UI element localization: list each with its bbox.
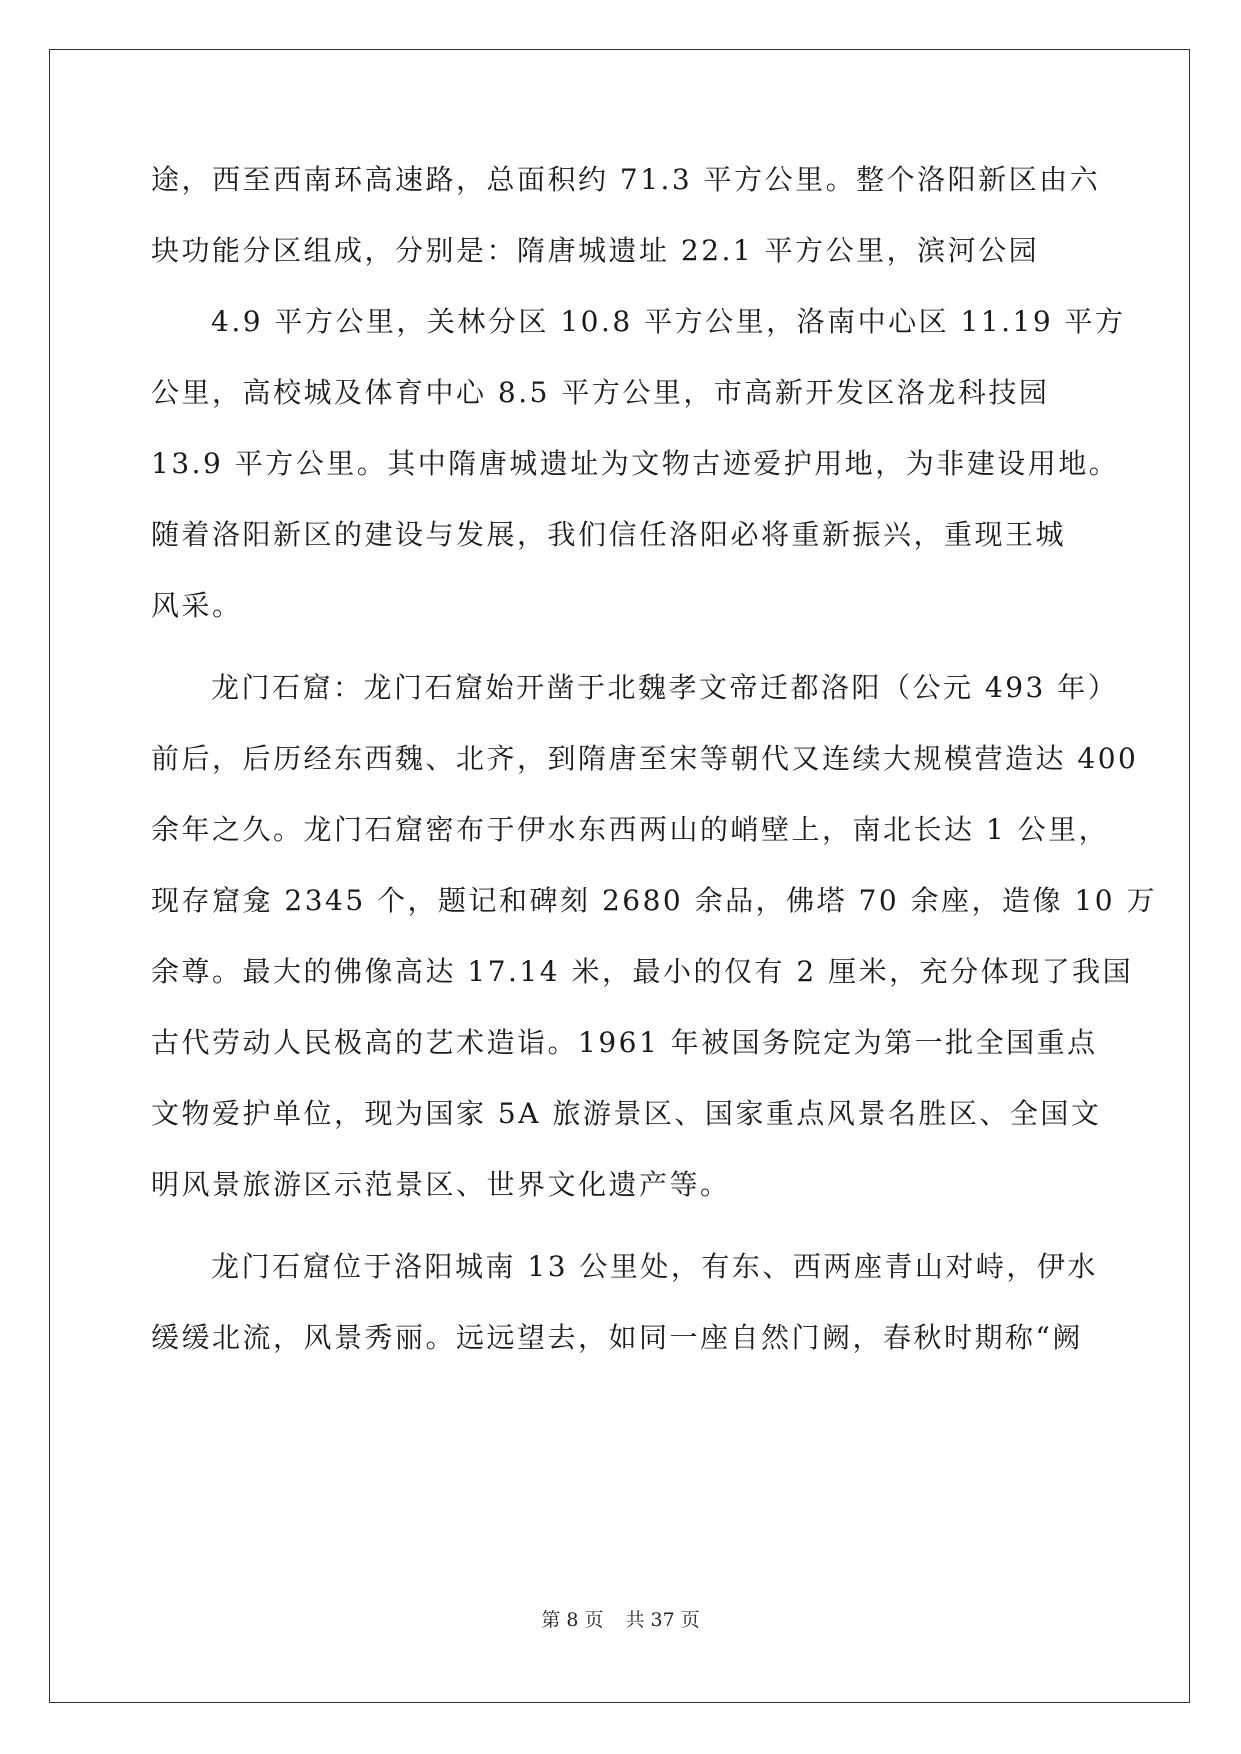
text-line: 文物爱护单位，现为国家 5A 旅游景区、国家重点风景名胜区、全国文: [151, 1097, 1102, 1130]
text-line: 块功能分区组成，分别是：隋唐城遗址 22.1 平方公里，滨河公园: [151, 234, 1040, 267]
total-page-count: 共 37 页: [625, 1609, 700, 1631]
current-page-number: 第 8 页: [541, 1609, 604, 1631]
text-line: 随着洛阳新区的建设与发展，我们信任洛阳必将重新振兴，重现王城: [151, 518, 1067, 551]
text-line: 风采。: [151, 589, 243, 622]
text-line: 明风景旅游区示范景区、世界文化遗产等。: [151, 1168, 731, 1201]
page-footer: [0, 1608, 1241, 1632]
text-line: 古代劳动人民极高的艺术造诣。1961 年被国务院定为第一批全国重点: [151, 1026, 1098, 1059]
text-line: 缓缓北流，风景秀丽。远远望去，如同一座自然门阙，春秋时期称“阙: [151, 1321, 1083, 1354]
text-line: 4.9 平方公里，关林分区 10.8 平方公里，洛南中心区 11.19 平方: [211, 305, 1126, 338]
text-line: 前后，后历经东西魏、北齐，到隋唐至宋等朝代又连续大规模营造达 400: [151, 742, 1139, 775]
text-line: 余尊。最大的佛像高达 17.14 米，最小的仅有 2 厘米，充分体现了我国: [151, 955, 1134, 988]
text-line: 龙门石窟：龙门石窟始开凿于北魏孝文帝迁都洛阳（公元 493 年）: [211, 671, 1119, 704]
text-line: 途，西至西南环高速路，总面积约 71.3 平方公里。整个洛阳新区由六: [151, 163, 1101, 196]
text-line: 龙门石窟位于洛阳城南 13 公里处，有东、西两座青山对峙，伊水: [211, 1250, 1098, 1283]
text-line: 公里，高校城及体育中心 8.5 平方公里，市高新开发区洛龙科技园: [151, 376, 1050, 409]
text-line: 现存窟龛 2345 个，题记和碑刻 2680 余品，佛塔 70 余座，造像 10 万: [151, 884, 1157, 917]
text-line: 余年之久。龙门石窟密布于伊水东西两山的峭壁上，南北长达 1 公里，: [151, 813, 1110, 846]
page-border: [49, 49, 1190, 1703]
text-line: 13.9 平方公里。其中隋唐城遗址为文物古迹爱护用地，为非建设用地。: [151, 447, 1120, 480]
